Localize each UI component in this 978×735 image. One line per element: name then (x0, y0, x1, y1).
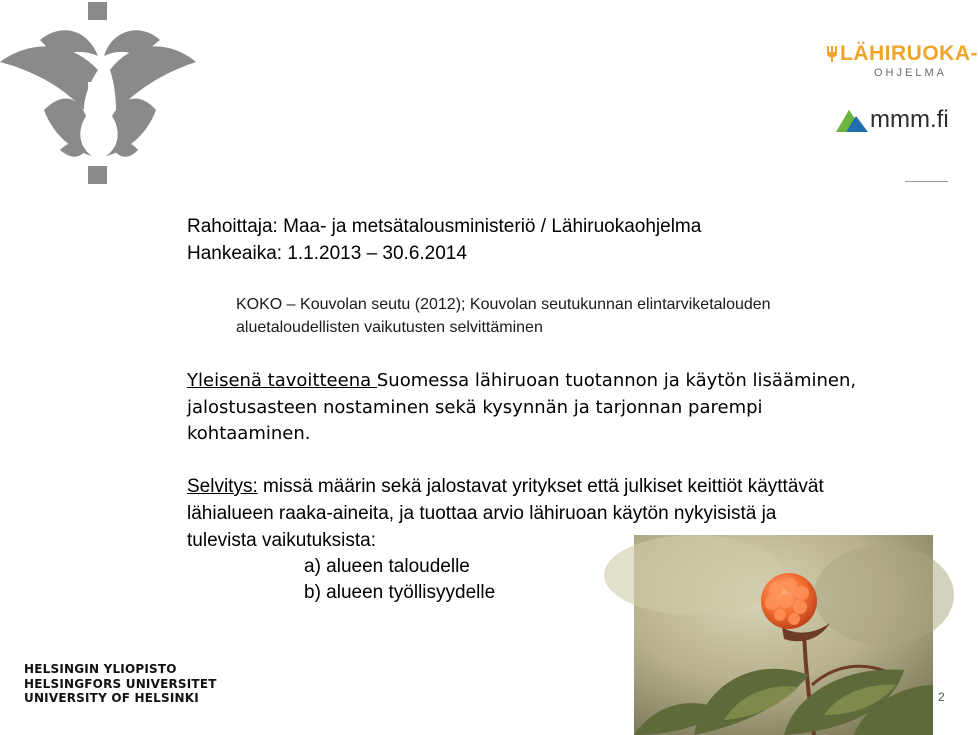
header-divider (905, 181, 948, 182)
lahiruoka-logo-text: LÄHIRUOKA- (840, 42, 978, 65)
mmm-logo (836, 104, 952, 138)
survey-item-a: a) alueen taloudelle (304, 556, 470, 577)
survey-text-1: missä määrin sekä jalostavat yritykset että julkiset keittiöt käyttävät (257, 476, 824, 497)
koko-line-2: aluetaloudellisten vaikutusten selvittäminen (236, 319, 543, 336)
survey-line-2: lähialueen raaka-aineita, ja tuottaa arvio lähiruoan käytön nykyisistä ja (187, 503, 777, 524)
survey-label: Selvitys: (187, 476, 258, 497)
university-name-fi: HELSINGIN YLIOPISTO (24, 662, 177, 676)
cloudberry-photo (634, 535, 933, 735)
fork-icon (826, 46, 838, 62)
university-name-block (24, 662, 217, 706)
goal-text-1: Suomessa lähiruoan tuotannon ja käytön lisääminen, (376, 370, 857, 391)
survey-item-b: b) alueen työllisyydelle (304, 582, 496, 603)
page-number: 2 (938, 690, 945, 704)
university-name-sv: HELSINGFORS UNIVERSITET (24, 676, 217, 691)
koko-line-1: KOKO – Kouvolan seutu (2012); Kouvolan seutukunnan elintarviketalouden (236, 296, 771, 313)
survey-line-3: tulevista vaikutuksista: (187, 530, 377, 551)
lahiruoka-logo (826, 42, 978, 82)
goal-line-3: kohtaaminen. (187, 423, 311, 444)
lahiruoka-logo-subtext: OHJELMA (874, 67, 947, 79)
goal-line-2: jalostusasteen nostaminen sekä kysynnän ja tarjonnan parempi (187, 397, 763, 418)
funder-line: Rahoittaja: Maa- ja metsätalousministeriö / Lähiruokaohjelma (187, 216, 702, 237)
goal-label: Yleisenä tavoitteena (187, 370, 377, 391)
university-logo (0, 0, 200, 185)
mmm-logo-text: mmm.fi (870, 106, 949, 133)
goal-line-1 (187, 370, 856, 391)
mmm-mountain-icon (836, 106, 868, 134)
university-name-en: UNIVERSITY OF HELSINKI (24, 691, 199, 705)
project-period-line: Hankeaika: 1.1.2013 – 30.6.2014 (187, 243, 467, 264)
survey-line-1 (187, 476, 824, 498)
